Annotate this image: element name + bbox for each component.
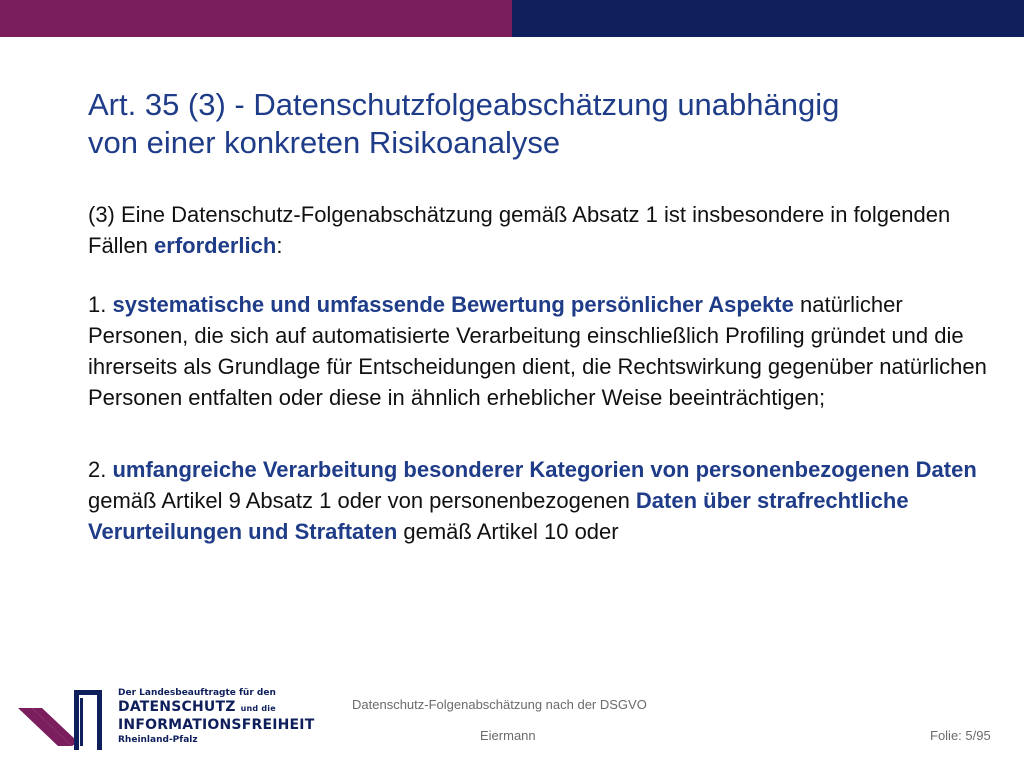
footer-topic: Datenschutz-Folgenabschätzung nach der DSGVO [352,697,647,712]
organization-logo [18,686,318,754]
list-item-2 [88,454,998,547]
item-2-text-2: gemäß Artikel 10 oder [397,519,619,544]
list-item-1 [88,289,998,413]
logo-line-1: Der Landesbeauftragte für den [118,688,276,698]
intro-text: (3) Eine Datenschutz-Folgenabschätzung gemäß Absatz 1 ist insbesondere in folgenden Fällen [88,202,951,258]
footer-page-number: Folie: 5/95 [930,728,991,743]
intro-text-end: : [276,233,283,258]
top-bar-purple [0,0,512,37]
item-2-number: 2. [88,457,113,482]
slide-title [88,86,968,162]
item-1-highlight: systematische und umfassende Bewertung persönlicher Aspekte [112,292,794,317]
item-2-text-1: gemäß Artikel 9 Absatz 1 oder von personenbezogenen [88,488,636,513]
footer-author: Eiermann [480,728,536,743]
item-2-highlight-1: umfangreiche Verarbeitung besonderer Kategorien von personenbezogenen Daten [112,457,977,482]
title-line-2: von einer konkreten Risikoanalyse [88,125,561,160]
top-bar-navy [512,0,1024,37]
item-1-number: 1. [88,292,113,317]
intro-paragraph [88,199,998,261]
item-2-highlight-2: Daten über strafrechtliche Verurteilungen und Straftaten [88,488,909,544]
logo-text [118,687,314,746]
title-line-1: Art. 35 (3) - Datenschutzfolgeabschätzung unabhängig [88,87,840,122]
logo-line-2 [118,699,314,717]
logo-line-3: INFORMATIONSFREIHEIT [118,717,315,733]
logo-line-2-small: und die [240,704,276,713]
logo-mark-icon [18,686,114,754]
item-1-text: natürlicher Personen, die sich auf automatisierte Verarbeitung einschließlich Profiling gründet und die ihrerseits als Grundlage für Entscheidungen dient, die Rechtswirkung gegenüber natürlichen Personen entfalten oder diese in ähnlich erheblicher Weise beeinträchtigen; [88,292,987,410]
logo-line-2-main: DATENSCHUTZ [118,699,236,715]
intro-highlight: erforderlich [154,233,277,258]
logo-line-4: Rheinland-Pfalz [118,735,198,745]
